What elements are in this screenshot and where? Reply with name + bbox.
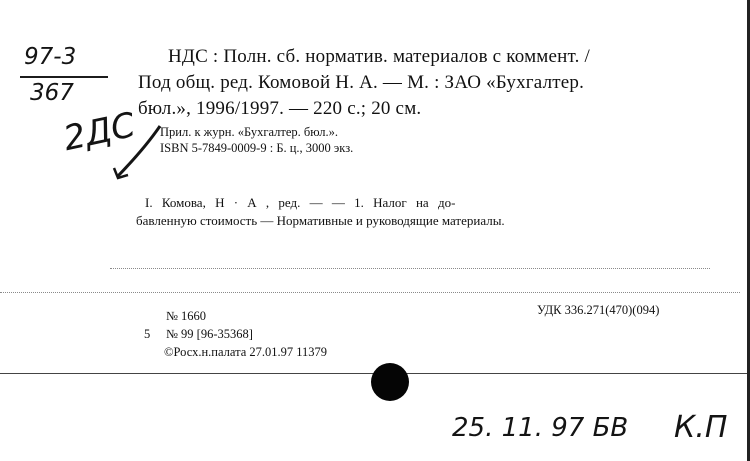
punch-hole bbox=[371, 363, 409, 401]
book-chamber-stamp: ©Росх.н.палата 27.01.97 11379 bbox=[164, 345, 328, 359]
speckle-line bbox=[110, 268, 710, 269]
call-number-bottom: 367 bbox=[30, 80, 74, 106]
title-line-1: НДС : Полн. сб. норматив. материалов с коммент. / bbox=[168, 46, 590, 67]
call-number-underline bbox=[20, 76, 108, 78]
call-number-top: 97-3 bbox=[24, 44, 77, 70]
tracing-line-1: I. Комова, Н · А , ред. — — 1. Налог на до- bbox=[145, 195, 456, 210]
title-line-3: бюл.», 1996/1997. — 220 с.; 20 см. bbox=[138, 98, 422, 119]
author-mark: 2ДС bbox=[60, 105, 139, 160]
record-number: № 1660 bbox=[166, 309, 207, 323]
tracing-line-2: бавленную стоимость — Нормативные и руководящие материалы. bbox=[136, 213, 505, 228]
handwritten-initials: К.П bbox=[674, 410, 728, 445]
speckle-line bbox=[0, 292, 740, 293]
title-line-2: Под общ. ред. Комовой Н. А. — М. : ЗАО «Бухгалтер. bbox=[138, 72, 585, 93]
issue-prefix: 5 bbox=[144, 327, 151, 341]
handwritten-date: 25. 11. 97 БВ bbox=[452, 413, 629, 443]
note-line-1: Прил. к журн. «Бухгалтер. бюл.». bbox=[160, 125, 339, 139]
issue-number: № 99 [96-35368] bbox=[166, 327, 253, 341]
udc-classification: УДК 336.271(470)(094) bbox=[537, 303, 660, 317]
note-line-2: ISBN 5-7849-0009-9 : Б. ц., 3000 экз. bbox=[160, 141, 354, 155]
